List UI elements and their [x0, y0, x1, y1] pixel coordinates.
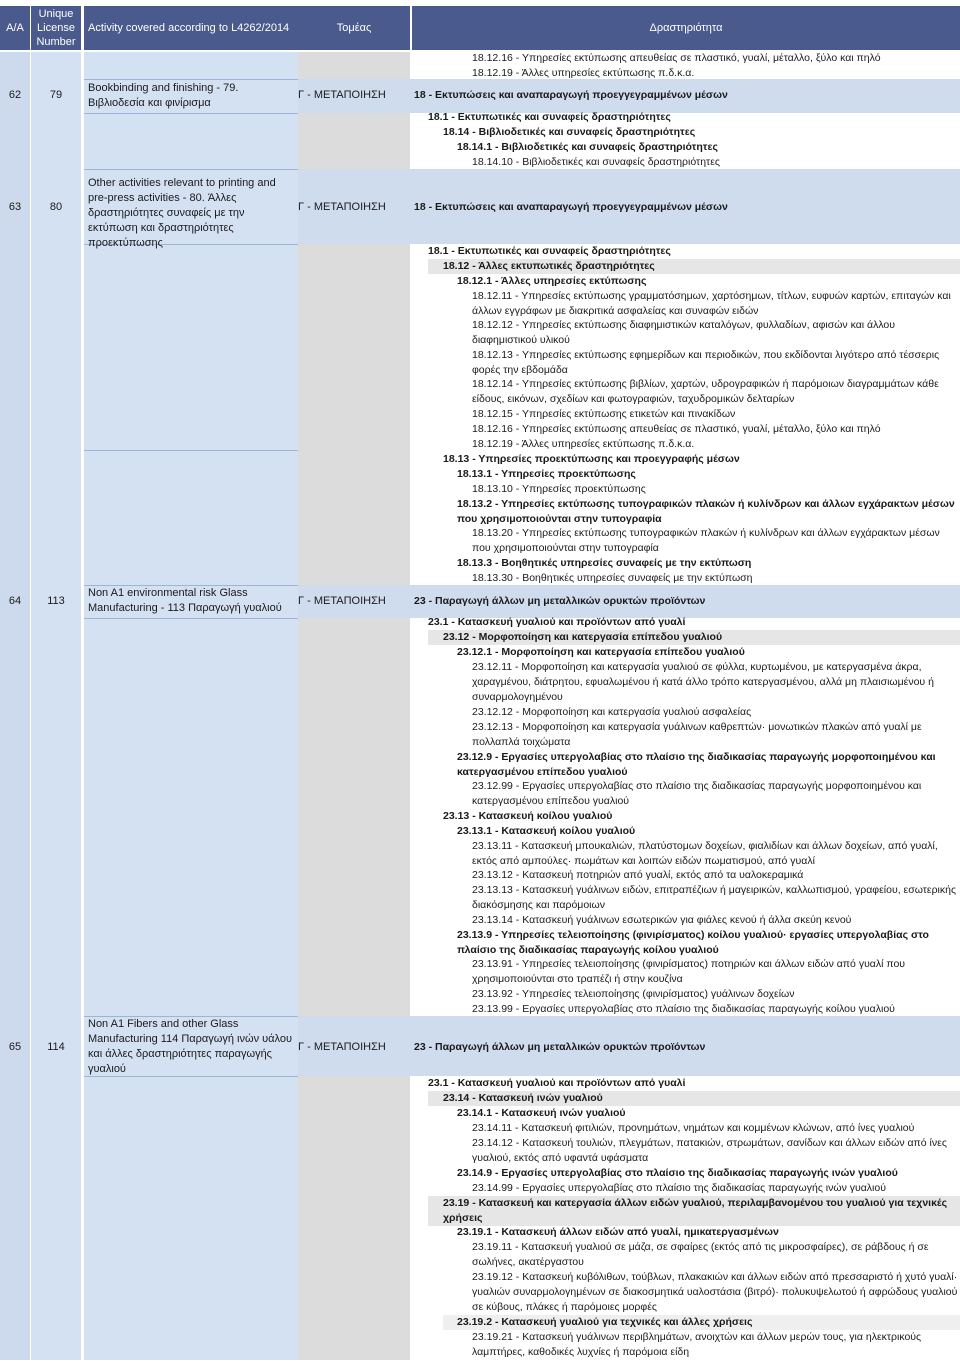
header-license: [31, 6, 81, 50]
column-aa-bg: [0, 52, 30, 1360]
activity-line: 18.12.16 - Υπηρεσίες εκτύπωσης απευθείας σε πλαστικό, γυαλί, μέταλλο, ξύλο και πηλό: [472, 423, 881, 435]
activity-line: 23.13.99 - Εργασίες υπεργολαβίας στο πλαίσιο της διαδικασίας παραγωγής κοίλου γυαλιού: [472, 1003, 895, 1015]
row-covered: Other activities relevant to printing and pre-press activities - 80. Άλλες δραστηριότητες συναφείς με την εκτύπωση και δραστηριότητες προεκτύπωσης: [88, 177, 276, 249]
activity-line: 23.13.11 - Κατασκευή μπουκαλιών, πλατύστομων δοχείων, φιαλιδίων και άλλων δοχείων, από γυαλί, εκτός από αμπούλες· πωμάτων και λοιπών ειδών πωματισμού, από γυαλί: [472, 840, 938, 867]
activity-line: 18.12.11 - Υπηρεσίες εκτύπωσης γραμματόσημων, χαρτόσημων, τίτλων, ευφυών καρτών, επιταγών και άλλων εγγράφων με διακριτικά ασφαλείας και συναφών ειδών: [472, 290, 951, 317]
row-activity: 18 - Εκτυπώσεις και αναπαραγωγή προεγγεγραμμένων μέσων: [414, 201, 728, 213]
row-aa: 63: [8, 201, 22, 213]
row-activity: 23 - Παραγωγή άλλων μη μεταλλικών ορυκτών προϊόντων: [414, 595, 706, 607]
activity-line: 23.12.11 - Μορφοποίηση και κατεργασία γυαλιού σε φύλλα, κυρτωμένου, με κατεργασμένα άκρα, χαραγμένου, διάτρητου, εφυαλωμένου ή κατά άλλο τρόπο κατεργασμένου, αλλά μη πλαισιωμένου ή συναρμολογημένου: [472, 661, 934, 703]
activity-line: 18.13.3 - Βοηθητικές υπηρεσίες συναφείς με την εκτύπωση: [457, 557, 752, 569]
activity-line: 18.12.15 - Υπηρεσίες εκτύπωσης ετικετών και πινακίδων: [472, 408, 736, 420]
header-activity-label: Δραστηριότητα: [649, 22, 723, 34]
activity-line: 18.14 - Βιβλιοδετικές και συναφείς δραστηριότητες: [443, 126, 696, 138]
activity-line: 18.14.1 - Βιβλιοδετικές και συναφείς δραστηριότητες: [457, 141, 718, 153]
activity-line: 23.12.13 - Μορφοποίηση και κατεργασία γυάλινων καθρεπτών· μονωτικών πλακών από γυαλί με πολλαπλά τοιχώματα: [472, 721, 922, 748]
row-covered: Non A1 Fibers and other Glass Manufacturing 114 Παραγωγή ινών υάλου και άλλες δραστηριότητες παραγωγής γυαλιού: [88, 1018, 292, 1075]
activity-line: 18.12 - Άλλες εκτυπωτικές δραστηριότητες: [428, 259, 960, 274]
activity-line: 18.12.12 - Υπηρεσίες εκτύπωσης διαφημιστικών καταλόγων, φυλλαδίων, αφισών και άλλου διαφημιστικού υλικού: [472, 319, 896, 346]
activity-line: 23.13.92 - Υπηρεσίες τελειοποίησης (φινιρίσματος) γυάλινων δοχείων: [472, 988, 795, 1000]
header-activity: [412, 6, 960, 50]
activity-line: 18.13.10 - Υπηρεσίες προεκτύπωσης: [472, 483, 646, 495]
header-activity-covered-label: Activity covered according to L4262/2014: [88, 22, 290, 34]
activity-line: 23.13.9 - Υπηρεσίες τελειοποίησης (φινιρίσματος) κοίλου γυαλιού· εργασίες υπεργολαβίας στο πλαίσιο της διαδικασίας παραγωγής κοίλου γυαλιού: [457, 929, 929, 956]
header-activity-covered: [84, 6, 298, 50]
row-sector: Γ - ΜΕΤΑΠΟΙΗΣΗ: [298, 201, 386, 213]
activity-line: 18.13.30 - Βοηθητικές υπηρεσίες συναφείς με την εκτύπωση: [472, 572, 753, 584]
activity-line: 23.13.12 - Κατασκευή ποτηριών από γυαλί, εκτός από τα υαλοκεραμικά: [472, 869, 804, 881]
activity-line: 18.12.1 - Άλλες υπηρεσίες εκτύπωσης: [457, 275, 647, 287]
activity-line: 18.13 - Υπηρεσίες προεκτύπωσης και προεγγραφής μέσων: [443, 453, 740, 465]
activity-line: 18.12.16 - Υπηρεσίες εκτύπωσης απευθείας σε πλαστικό, γυαλί, μέταλλο, ξύλο και πηλό: [472, 52, 881, 64]
activity-line: 23.1 - Κατασκευή γυαλιού και προϊόντων από γυαλί: [428, 616, 686, 628]
row-activity: 23 - Παραγωγή άλλων μη μεταλλικών ορυκτών προϊόντων: [414, 1041, 706, 1053]
activity-line: 18.13.1 - Υπηρεσίες προεκτύπωσης: [457, 468, 636, 480]
activity-line: 23.19.11 - Κατασκευή γυαλιού σε μάζα, σε σφαίρες (εκτός από τις μικροσφαίρες), σε ράβδους ή σε σωλήνες, ακατέργαστου: [472, 1241, 929, 1268]
separator: [84, 450, 298, 451]
header-license-label: Unique License Number: [36, 8, 76, 48]
activity-line: 23.14.12 - Κατασκευή τουλιών, πλεγμάτων, πατακιών, στρωμάτων, σανίδων και άλλων ειδών από ίνες γυαλιού, εκτός από υφαντά υφάσματα: [472, 1137, 947, 1164]
row-license: 79: [49, 89, 63, 101]
column-license-bg: [31, 52, 81, 1360]
row-sector: Γ - ΜΕΤΑΠΟΙΗΣΗ: [298, 1041, 386, 1053]
row-aa: 64: [8, 595, 22, 607]
separator: [84, 113, 298, 114]
separator: [84, 79, 298, 80]
column-sector-bg: [298, 52, 410, 1360]
activity-line: 23.19.12 - Κατασκευή κυβόλιθων, τούβλων, πλακακιών και άλλων ειδών από πρεσσαριστό ή χυτό γυαλί· γυαλιών συναρμολογημένων σε διακοσμητικά υαλοστάσια (βιτρό)· πολυκυψελωτού ή αφρώδους γυαλιού σε κύβους, πλάκες ή παρόμοιες μορφές: [472, 1271, 958, 1313]
activity-line: 23.14 - Κατασκευή ινών γυαλιού: [428, 1091, 960, 1106]
activity-line: 18.14.10 - Βιβλιοδετικές και συναφείς δραστηριότητες: [472, 156, 720, 168]
row-license: 114: [47, 1041, 65, 1053]
activity-line: 18.12.19 - Άλλες υπηρεσίες εκτύπωσης π.δ.κ.α.: [472, 67, 695, 79]
header-sector-label: Τομέας: [336, 22, 372, 34]
activity-line: 18.1 - Εκτυπωτικές και συναφείς δραστηριότητες: [428, 111, 671, 123]
activity-line: 23.12.1 - Μορφοποίηση και κατεργασία επίπεδου γυαλιού: [457, 646, 745, 658]
row-covered: Bookbinding and finishing - 79. Βιβλιοδεσία και φινίρισμα: [88, 82, 239, 109]
activity-line: 23.19.2 - Κατασκευή γυαλιού για τεχνικές και άλλες χρήσεις: [443, 1315, 960, 1330]
activity-line: 23.19.1 - Κατασκευή άλλων ειδών από γυαλί, ημικατεργασμένων: [457, 1226, 779, 1238]
row-covered: Non A1 environmental risk Glass Manufacturing - 113 Παραγωγή γυαλιού: [88, 587, 282, 614]
header-aa: [0, 6, 30, 50]
separator: [84, 169, 298, 170]
activity-line: 23.1 - Κατασκευή γυαλιού και προϊόντων από γυαλί: [428, 1077, 686, 1089]
activity-line: 23.14.9 - Εργασίες υπεργολαβίας στο πλαίσιο της διαδικασίας παραγωγής ινών γυαλιού: [457, 1167, 898, 1179]
row-aa: 62: [8, 89, 22, 101]
activity-line: 18.12.14 - Υπηρεσίες εκτύπωσης βιβλίων, χαρτών, υδρογραφικών ή παρόμοιων διαγραμμάτων κάθε είδους, εικόνων, σχεδίων και φωτογραφιών, ταχυδρομικών δελταρίων: [472, 378, 939, 405]
row-license: 80: [49, 201, 63, 213]
activity-line: 18.12.19 - Άλλες υπηρεσίες εκτύπωσης π.δ.κ.α.: [472, 438, 695, 450]
header-aa-label: A/A: [6, 22, 24, 34]
activity-line: 23.19 - Κατασκευή και κατεργασία άλλων ειδών γυαλιού, περιλαμβανομένου του γυαλιού για τεχνικές χρήσεις: [428, 1196, 960, 1226]
separator: [84, 618, 298, 619]
activity-line: 23.13 - Κατασκευή κοίλου γυαλιού: [443, 810, 613, 822]
activity-line: 23.14.11 - Κατασκευή φιτιλιών, προνημάτων, νημάτων και κομμένων κλώνων, από ίνες γυαλιού: [472, 1122, 915, 1134]
activity-line: 18.13.2 - Υπηρεσίες εκτύπωσης τυπογραφικών πλακών ή κυλίνδρων και άλλων εγχάρακτων μέσων που χρησιμοποιούνται στην τυπογραφία: [457, 498, 955, 525]
row-activity: 18 - Εκτυπώσεις και αναπαραγωγή προεγγεγραμμένων μέσων: [414, 89, 728, 101]
activity-line: 23.13.13 - Κατασκευή γυάλινων ειδών, επιτραπέζιων ή μαγειρικών, καλλωπισμού, γραφείου, εσωτερικής διακόσμησης και παρόμοιων: [472, 884, 957, 911]
activity-line: 18.13.20 - Υπηρεσίες εκτύπωσης τυπογραφικών πλακών ή κυλίνδρων και άλλων εγχάρακτων μέσων που χρησιμοποιούνται στην τυπογραφία: [472, 527, 940, 554]
header-sector: [298, 6, 410, 50]
activity-line: 18.1 - Εκτυπωτικές και συναφείς δραστηριότητες: [428, 245, 671, 257]
activity-line: 23.19.21 - Κατασκευή γυάλινων περιβλημάτων, ανοιχτών και άλλων μερών τους, για ηλεκτρικούς λαμπτήρες, καθοδικές λυχνίες ή παρόμοια είδη: [472, 1331, 922, 1358]
row-license: 113: [47, 595, 65, 607]
row-sector: Γ - ΜΕΤΑΠΟΙΗΣΗ: [298, 89, 386, 101]
activity-line: 23.13.14 - Κατασκευή γυάλινων εσωτερικών για φιάλες κενού ή άλλα σκεύη κενού: [472, 914, 852, 926]
activity-line: 23.13.91 - Υπηρεσίες τελειοποίησης (φινιρίσματος) ποτηριών και άλλων ειδών από γυαλί που χρησιμοποιούνται στο τραπέζι ή στην κουζίνα: [472, 958, 906, 985]
row-aa: 65: [8, 1041, 22, 1053]
activity-line: 23.13.1 - Κατασκευή κοίλου γυαλιού: [457, 825, 636, 837]
activity-line: 18.12.13 - Υπηρεσίες εκτύπωσης εφημερίδων και περιοδικών, που εκδίδονται λιγότερο από τέσσερις φορές την εβδομάδα: [472, 349, 940, 376]
activity-line: 23.14.99 - Εργασίες υπεργολαβίας στο πλαίσιο της διαδικασίας παραγωγής ινών γυαλιού: [472, 1182, 886, 1194]
activity-line: 23.12.99 - Εργασίες υπεργολαβίας στο πλαίσιο της διαδικασίας παραγωγής μορφοποιημένου και κατεργασμένου επίπεδου γυαλιού: [472, 780, 922, 807]
activity-line: 23.12 - Μορφοποίηση και κατεργασία επίπεδου γυαλιού: [428, 630, 960, 645]
activity-line: 23.12.12 - Μορφοποίηση και κατεργασία γυαλιού ασφαλείας: [472, 706, 752, 718]
row-sector: Γ - ΜΕΤΑΠΟΙΗΣΗ: [298, 595, 386, 607]
activity-line: 23.14.1 - Κατασκευή ινών γυαλιού: [457, 1107, 626, 1119]
activity-line: 23.12.9 - Εργασίες υπεργολαβίας στο πλαίσιο της διαδικασίας παραγωγής μορφοποιημένου και κατεργασμένου επίπεδου γυαλιού: [457, 751, 936, 778]
